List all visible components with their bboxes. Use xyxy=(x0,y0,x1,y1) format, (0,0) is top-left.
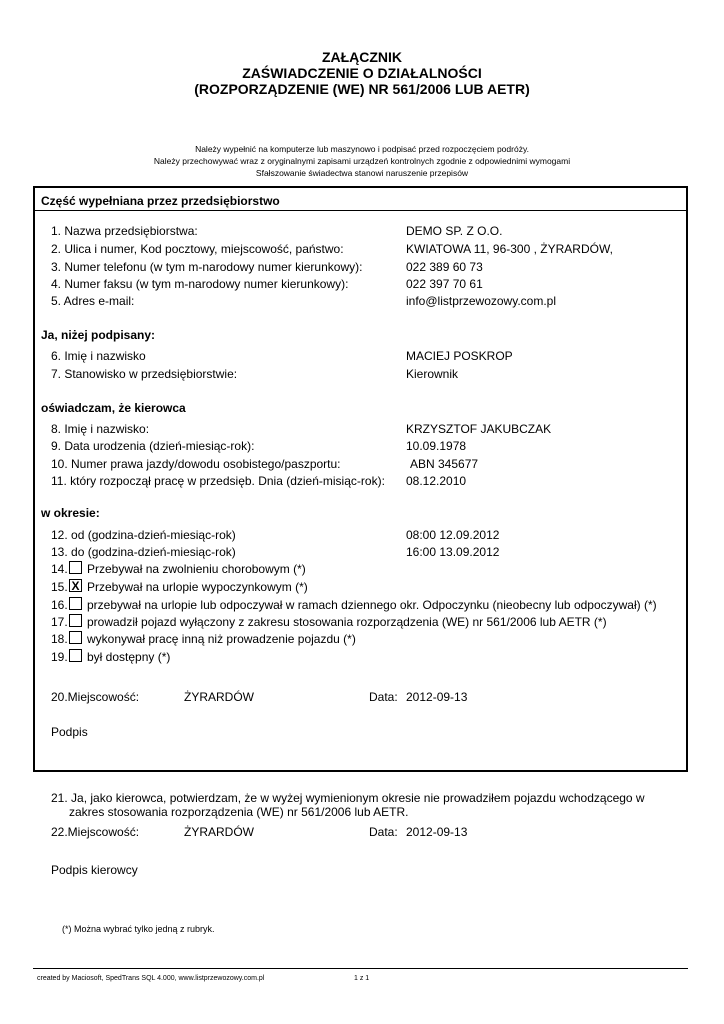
date-value: 2012-09-13 xyxy=(406,690,468,704)
option-label: był dostępny (*) xyxy=(87,650,171,664)
vacation-checkbox[interactable]: X xyxy=(69,579,82,592)
option-label: wykonywał pracę inną niż prowadzenie pojazdu (*) xyxy=(87,632,356,646)
field-label: 10. Numer prawa jazdy/dowodu osobistego/paszportu: xyxy=(51,457,341,471)
signatory-position-value: Kierownik xyxy=(406,367,459,381)
field-label: 3. Numer telefonu (w tym m-narodowy numer kierunkowy): xyxy=(51,260,363,274)
signature-label: Podpis xyxy=(51,725,88,739)
driver-start-date-value: 08.12.2010 xyxy=(406,474,467,488)
company-name-value: DEMO SP. Z O.O. xyxy=(406,224,503,238)
field-label: 12. od (godzina-dzień-miesiąc-rok) xyxy=(51,528,236,542)
date-label: Data: xyxy=(369,825,398,839)
company-fax-value: 022 397 70 61 xyxy=(406,277,483,291)
field-label: 5. Adres e-mail: xyxy=(51,294,135,308)
document-title: ZAŁĄCZNIK xyxy=(321,49,403,65)
field-label: 6. Imię i nazwisko xyxy=(51,349,146,363)
instruction-line: Należy wypełnić na komputerze lub maszynowo i podpisać przed rozpoczęciem podróży. xyxy=(195,144,529,154)
company-address-value: KWIATOWA 11, 96-300 , ŻYRARDÓW, xyxy=(406,242,613,256)
option-number: 17. xyxy=(51,615,68,629)
instruction-line: Należy przechowywać wraz z oryginalnymi zapisami urządzeń kontrolnych zgodnie z odpowiednimi wymogami xyxy=(153,156,571,166)
option-number: 15. xyxy=(51,580,68,594)
field-label: 4. Numer faksu (w tym m-narodowy numer kierunkowy): xyxy=(51,277,349,291)
driver-confirmation-text: 21. Ja, jako kierowca, potwierdzam, że w wyżej wymienionym okresie nie prowadziłem pojazdu wchodzącego w xyxy=(51,791,645,805)
period-heading: w okresie: xyxy=(41,506,100,520)
document-subtitle: ZAŚWIADCZENIE O DZIAŁALNOŚCI xyxy=(242,65,482,81)
footnote: (*) Można wybrać tylko jedną z rubryk. xyxy=(62,924,215,934)
period-from-value: 08:00 12.09.2012 xyxy=(406,528,500,542)
driver-confirmation-text: zakres stosowania rozporządzenia (WE) nr 561/2006 lub AETR. xyxy=(69,805,409,819)
option-label: Przebywał na urlopie wypoczynkowym (*) xyxy=(87,580,308,594)
sick-leave-checkbox[interactable] xyxy=(69,561,82,574)
company-email-value: info@listprzewozowy.com.pl xyxy=(406,294,557,308)
excluded-vehicle-checkbox[interactable] xyxy=(69,614,82,627)
place-label: 22.Miejscowość: xyxy=(51,825,140,839)
instruction-line: Sfałszowanie świadectwa stanowi naruszenie przepisów xyxy=(255,168,469,178)
company-section-heading: Część wypełniana przez przedsiębiorstwo xyxy=(41,194,280,208)
option-label: prowadził pojazd wyłączony z zakresu stosowania rozporządzenia (WE) nr 561/2006 lub AETR (*) xyxy=(87,615,607,629)
option-number: 14. xyxy=(51,562,68,576)
period-to-value: 16:00 13.09.2012 xyxy=(406,545,500,559)
section-divider xyxy=(33,210,688,211)
place-value: ŻYRARDÓW xyxy=(184,825,254,839)
option-number: 16. xyxy=(51,598,68,612)
regulation-reference: (ROZPORZĄDZENIE (WE) NR 561/2006 LUB AETR) xyxy=(194,81,530,97)
field-label: 2. Ulica i numer, Kod pocztowy, miejscowość, państwo: xyxy=(51,242,344,256)
footer-credit: created by Maciosoft, SpedTrans SQL 4.000, www.listprzewozowy.com.pl xyxy=(37,975,265,982)
field-label: 11. który rozpoczął pracę w przedsięb. Dnia (dzień-misiąc-rok): xyxy=(51,474,385,488)
driver-heading: oświadczam, że kierowca xyxy=(41,401,186,415)
available-checkbox[interactable] xyxy=(69,649,82,662)
field-label: 1. Nazwa przedsiębiorstwa: xyxy=(51,224,198,238)
field-label: 7. Stanowisko w przedsiębiorstwie: xyxy=(51,367,238,381)
rest-checkbox[interactable] xyxy=(69,597,82,610)
date-value: 2012-09-13 xyxy=(406,825,468,839)
field-label: 13. do (godzina-dzień-miesiąc-rok) xyxy=(51,545,236,559)
place-label: 20.Miejscowość: xyxy=(51,690,140,704)
other-work-checkbox[interactable] xyxy=(69,631,82,644)
option-label: Przebywał na zwolnieniu chorobowym (*) xyxy=(87,562,306,576)
date-label: Data: xyxy=(369,690,398,704)
option-label: przebywał na urlopie lub odpoczywał w ramach dziennego okr. Odpoczynku (nieobecny lub odpoczywał) (*) xyxy=(87,598,657,612)
signatory-name-value: MACIEJ POSKROP xyxy=(406,349,513,363)
driver-birthdate-value: 10.09.1978 xyxy=(406,439,467,453)
option-number: 18. xyxy=(51,632,68,646)
page-number: 1 z 1 xyxy=(354,975,370,982)
footer-divider xyxy=(33,968,688,969)
driver-name-value: KRZYSZTOF JAKUBCZAK xyxy=(406,422,552,436)
driver-signature-label: Podpis kierowcy xyxy=(51,863,138,877)
company-phone-value: 022 389 60 73 xyxy=(406,260,483,274)
driver-license-value: ABN 345677 xyxy=(410,457,479,471)
option-number: 19. xyxy=(51,650,68,664)
signatory-heading: Ja, niżej podpisany: xyxy=(41,328,156,342)
field-label: 9. Data urodzenia (dzień-miesiąc-rok): xyxy=(51,439,255,453)
place-value: ŻYRARDÓW xyxy=(184,690,254,704)
field-label: 8. Imię i nazwisko: xyxy=(51,422,150,436)
